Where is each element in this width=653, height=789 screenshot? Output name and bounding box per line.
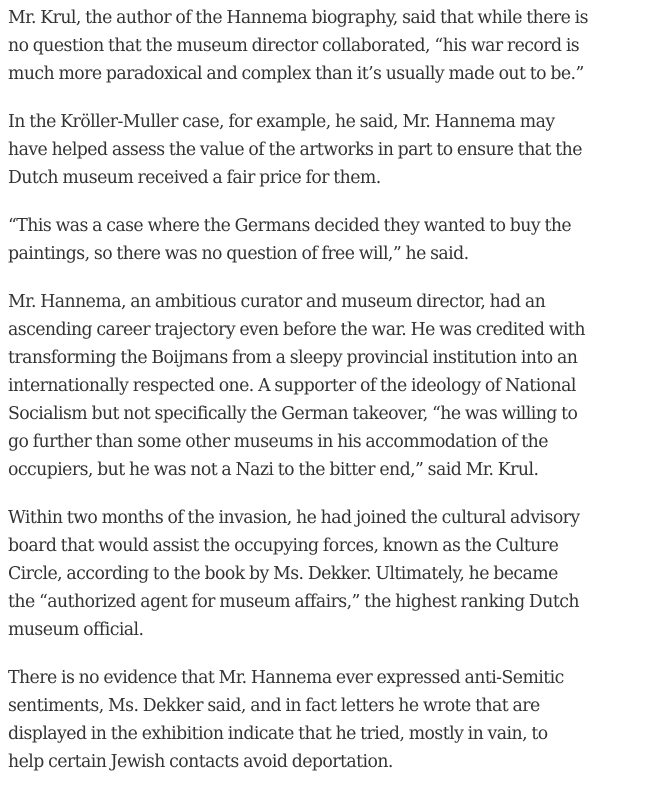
paragraph-line: “This was a case where the Germans decided they wanted to buy the <box>8 216 572 236</box>
paragraph-line: museum official. <box>8 620 144 640</box>
article-body <box>8 4 648 776</box>
paragraph-line: Circle, according to the book by Ms. Dekker. Ultimately, he became <box>8 564 558 584</box>
paragraph-line: transforming the Boijmans from a sleepy provincial institution into an <box>8 348 578 368</box>
paragraph-line: go further than some other museums in his accommodation of the <box>8 432 548 452</box>
paragraph-line: the “authorized agent for museum affairs,” the highest ranking Dutch <box>8 592 579 612</box>
paragraph-line: internationally respected one. A supporter of the ideology of National <box>8 376 576 396</box>
paragraph-5 <box>8 504 648 644</box>
paragraph-2 <box>8 108 648 192</box>
paragraph-line: displayed in the exhibition indicate that he tried, mostly in vain, to <box>8 724 548 744</box>
paragraph-line: paintings, so there was no question of free will,” he said. <box>8 244 469 264</box>
paragraph-line: Within two months of the invasion, he had joined the cultural advisory <box>8 508 580 528</box>
paragraph-line: There is no evidence that Mr. Hannema ever expressed anti-Semitic <box>8 668 564 688</box>
paragraph-4 <box>8 288 648 484</box>
paragraph-line: ascending career trajectory even before the war. He was credited with <box>8 320 585 340</box>
paragraph-line: Mr. Hannema, an ambitious curator and museum director, had an <box>8 292 546 312</box>
paragraph-line: Socialism but not specifically the German takeover, “he was willing to <box>8 404 578 424</box>
paragraph-line: In the Kröller-Muller case, for example, he said, Mr. Hannema may <box>8 112 555 132</box>
paragraph-line: much more paradoxical and complex than it’s usually made out to be.” <box>8 64 584 84</box>
paragraph-1 <box>8 4 648 88</box>
paragraph-line: no question that the museum director collaborated, “his war record is <box>8 36 580 56</box>
paragraph-line: Dutch museum received a fair price for them. <box>8 168 381 188</box>
paragraph-line: sentiments, Ms. Dekker said, and in fact letters he wrote that are <box>8 696 540 716</box>
paragraph-line: have helped assess the value of the artworks in part to ensure that the <box>8 140 582 160</box>
paragraph-6 <box>8 664 648 776</box>
paragraph-line: board that would assist the occupying forces, known as the Culture <box>8 536 559 556</box>
paragraph-line: Mr. Krul, the author of the Hannema biography, said that while there is <box>8 8 588 28</box>
paragraph-line: help certain Jewish contacts avoid deportation. <box>8 752 393 772</box>
paragraph-line: occupiers, but he was not a Nazi to the bitter end,” said Mr. Krul. <box>8 460 539 480</box>
paragraph-3 <box>8 212 648 268</box>
